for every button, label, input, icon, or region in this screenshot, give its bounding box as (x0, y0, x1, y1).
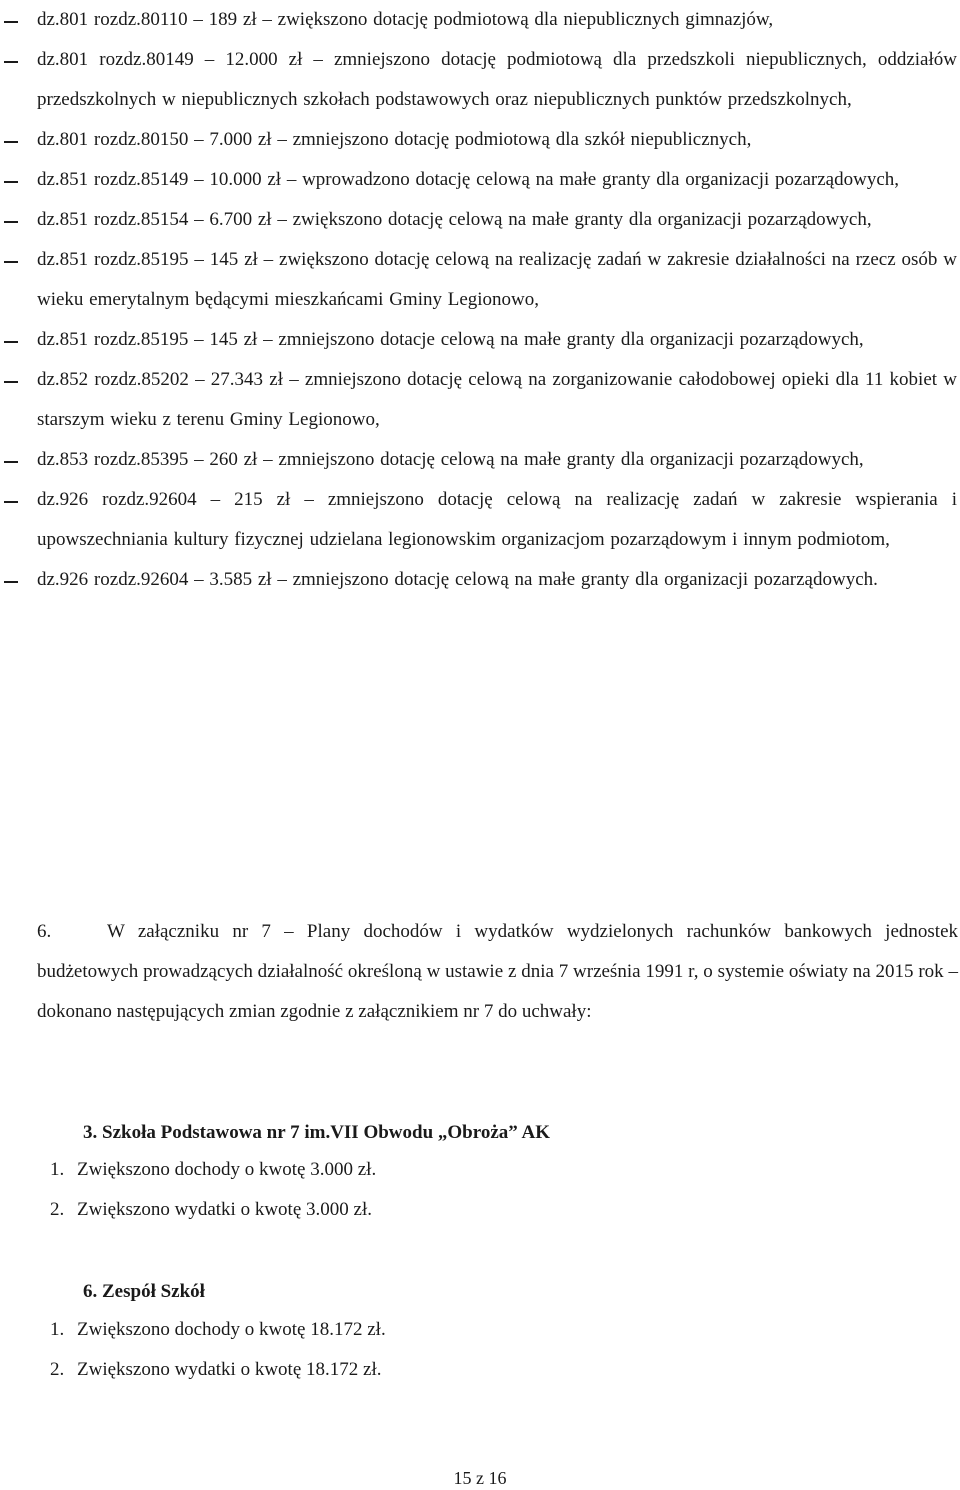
paragraph-number: 6. (37, 921, 52, 942)
page-number: 15 z 16 (453, 1468, 507, 1488)
list-item: dz.851 rozdz.85195 – 145 zł – zmniejszono dotacje celową na małe granty dla organizacji pozarządowych, (37, 329, 864, 350)
list-item: dz.801 rozdz.80110 – 189 zł – zwiększono dotację podmiotową dla niepublicznych gimnazjów, (37, 9, 774, 30)
section-items (50, 1150, 376, 1230)
section-items (50, 1310, 386, 1390)
section-heading: 3. Szkoła Podstawowa nr 7 im.VII Obwodu „Obroża” AK (83, 1122, 550, 1143)
list-item: dz.852 rozdz.85202 – 27.343 zł – zmniejszono dotację celową na zorganizowanie całodobowej opieki dla 11 kobiet w starszym wieku z terenu Gminy Legionowo, (37, 369, 957, 430)
list-item: dz.926 rozdz.92604 – 215 zł – zmniejszono dotację celową na realizację zadań w zakresie wspierania i upowszechniania kultury fizycznej udzielana legionowskim organizacjom pozarządowym i innym podmiotom, (37, 489, 957, 550)
list-item: 2. Zwiększono wydatki o kwotę 3.000 zł. (50, 1199, 372, 1220)
dotacje-list (0, 0, 960, 600)
list-item: dz.851 rozdz.85195 – 145 zł – zwiększono dotację celową na realizację zadań w zakresie działalności na rzecz osób w wieku emerytalnym będącymi mieszkańcami Gminy Legionowo, (37, 249, 957, 310)
paragraph-text: W załączniku nr 7 – Plany dochodów i wydatków wydzielonych rachunków bankowych jednostek budżetowych prowadzących działalność określoną w ustawie z dnia 7 września 1991 r, o systemie oświaty na 2015 rok – dokonano następujących zmian zgodnie z załącznikiem nr 7 do uchwały: (37, 921, 958, 1022)
list-item: dz.926 rozdz.92604 – 3.585 zł – zmniejszono dotację celową na małe granty dla organizacji pozarządowych. (37, 569, 878, 590)
list-item: dz.851 rozdz.85154 – 6.700 zł – zwiększono dotację celową na małe granty dla organizacji pozarządowych, (37, 209, 872, 230)
section-heading: 6. Zespół Szkół (83, 1281, 205, 1302)
list-item: 1. Zwiększono dochody o kwotę 3.000 zł. (50, 1159, 377, 1180)
list-item: dz.851 rozdz.85149 – 10.000 zł – wprowadzono dotację celową na małe granty dla organizacji pozarządowych, (37, 169, 900, 190)
list-item: 2. Zwiększono wydatki o kwotę 18.172 zł. (50, 1359, 382, 1380)
paragraph-6 (37, 912, 958, 1032)
list-item: 1. Zwiększono dochody o kwotę 18.172 zł. (50, 1319, 386, 1340)
list-item: dz.801 rozdz.80149 – 12.000 zł – zmniejszono dotację podmiotową dla przedszkoli niepublicznych, oddziałów przedszkolnych w niepublicznych szkołach podstawowych oraz niepublicznych punktów przedszkolnych, (37, 49, 957, 110)
list-item: dz.853 rozdz.85395 – 260 zł – zmniejszono dotację celową na małe granty dla organizacji pozarządowych, (37, 449, 864, 470)
list-item: dz.801 rozdz.80150 – 7.000 zł – zmniejszono dotację podmiotową dla szkół niepublicznych, (37, 129, 752, 150)
